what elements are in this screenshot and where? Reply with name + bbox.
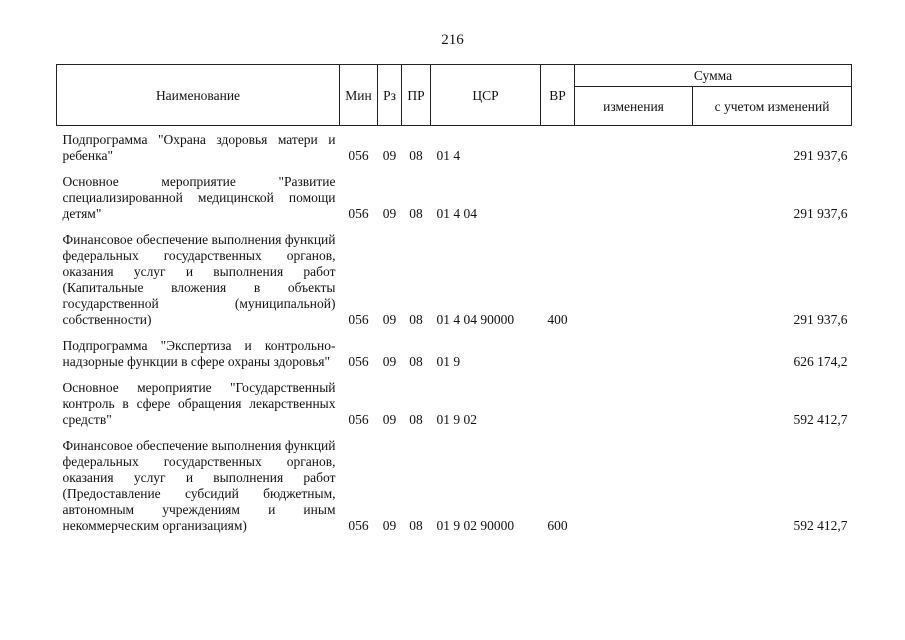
header-name: Наименование [57,65,340,126]
row-rz: 09 [382,148,397,163]
header-csr: ЦСР [431,65,541,126]
row-name: Подпрограмма "Экспертиза и контрольно-надзорные функции в сфере охраны здоровья" [62,338,336,369]
table-row [57,338,852,380]
table-body [57,126,852,545]
header-change: изменения [575,87,693,126]
row-csr: 01 9 02 [436,412,477,427]
row-change [575,338,693,380]
row-csr: 01 4 04 [436,206,477,221]
header-min: Мин [340,65,378,126]
table-row [57,438,852,544]
row-csr: 01 9 02 90000 [436,518,515,533]
row-min: 056 [348,412,369,427]
row-change [575,126,693,175]
row-total: 291 937,6 [793,312,848,327]
row-name: Финансовое обеспечение выполнения функций федеральных государственных органов, оказания услуг и выполнения работ (Капитальные вложения в объекты государственной (муниципальной) собственности) [62,232,336,327]
budget-table [56,64,852,544]
row-name: Основное мероприятие "Развитие специализированной медицинской помощи детям" [62,174,336,221]
page-number: 216 [441,32,464,48]
row-total: 592 412,7 [793,412,848,427]
row-total: 626 174,2 [793,354,848,369]
row-total: 592 412,7 [793,518,848,533]
header-rz: Рз [378,65,402,126]
row-min: 056 [348,312,369,327]
row-pr: 08 [409,312,423,327]
row-vr [541,126,575,175]
row-pr: 08 [409,148,423,163]
header-vr: ВР [541,65,575,126]
row-vr: 400 [547,312,568,327]
table-row [57,126,852,175]
row-total: 291 937,6 [793,206,848,221]
row-pr: 08 [409,206,423,221]
row-csr: 01 4 [436,148,461,163]
row-csr: 01 9 [436,354,461,369]
row-rz: 09 [382,518,397,533]
row-min: 056 [348,206,369,221]
row-min: 056 [348,518,369,533]
table-row [57,232,852,338]
row-name: Финансовое обеспечение выполнения функций федеральных государственных органов, оказания услуг и выполнения работ (Предоставление субсидий бюджетным, автономным учреждениям и иным некоммерческим организациям) [62,438,336,533]
header-pr: ПР [402,65,431,126]
row-pr: 08 [409,412,423,427]
row-rz: 09 [382,206,397,221]
row-name: Основное мероприятие "Государственный контроль в сфере обращения лекарственных средств" [62,380,336,427]
row-total: 291 937,6 [793,148,848,163]
row-rz: 09 [382,312,397,327]
row-vr: 600 [547,518,568,533]
row-vr [541,380,575,438]
header-sum: Сумма [575,65,852,87]
row-rz: 09 [382,412,397,427]
table-header [57,65,852,126]
row-name: Подпрограмма "Охрана здоровья матери и ребенка" [62,132,336,163]
row-pr: 08 [409,354,423,369]
row-rz: 09 [382,354,397,369]
table-row [57,174,852,232]
row-vr [541,174,575,232]
row-pr: 08 [409,518,423,533]
row-min: 056 [348,354,369,369]
table-row [57,380,852,438]
row-change [575,232,693,338]
row-vr [541,338,575,380]
row-min: 056 [348,148,369,163]
row-csr: 01 4 04 90000 [436,312,515,327]
row-change [575,438,693,544]
row-change [575,174,693,232]
row-change [575,380,693,438]
header-with-change: с учетом изменений [693,87,852,126]
